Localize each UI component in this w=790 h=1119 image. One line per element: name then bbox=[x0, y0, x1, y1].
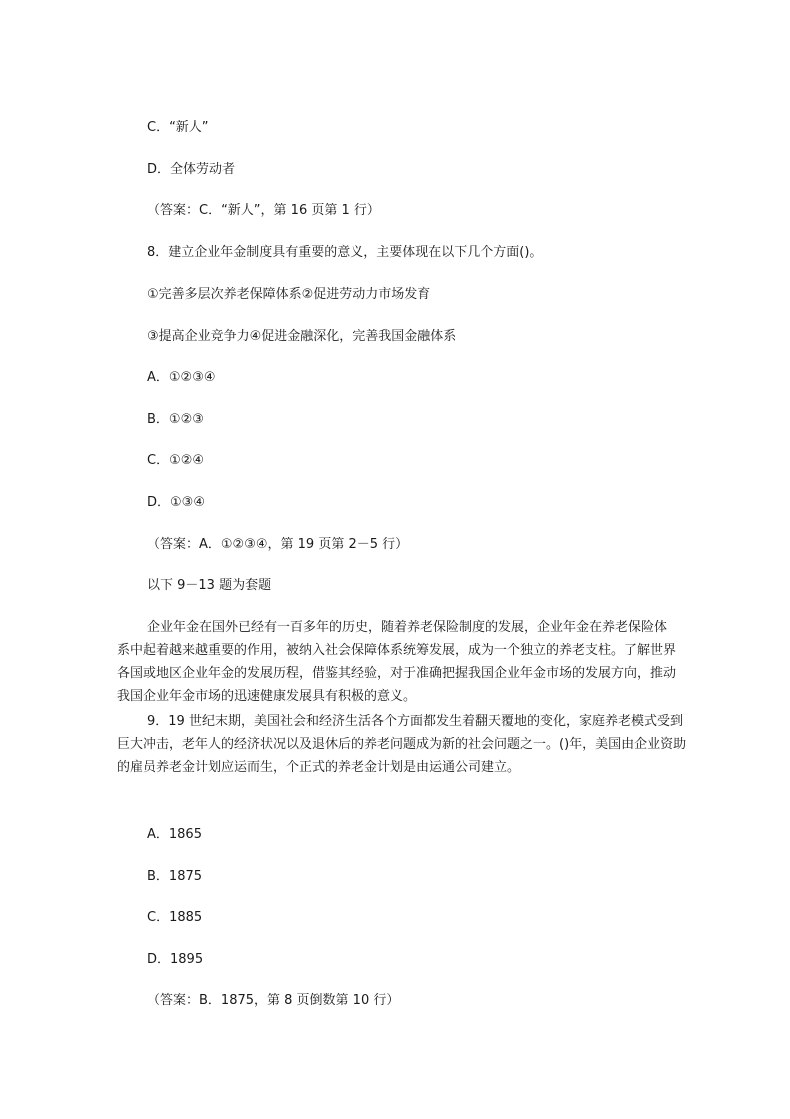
q8-option-d: D．①③④ bbox=[147, 495, 205, 510]
set-note: 以下 9－13 题为套题 bbox=[147, 578, 272, 593]
q9-option-b: B．1875 bbox=[147, 869, 203, 884]
q9-option-d: D．1895 bbox=[147, 952, 204, 967]
q9-stem: 9．19 世纪末期，美国社会和经济生活各个方面都发生着翻天覆地的变化，家庭养老模式受到巨大冲击，老年人的经济状况以及退休后的养老问题成为新的社会问题之一。()年，美国由企业资助的雇员养老金计划应运而生，个正式的养老金计划是由运通公司建立。 bbox=[117, 714, 687, 775]
q9-option-a: A．1865 bbox=[147, 827, 202, 842]
q8-stem: 8．建立企业年金制度具有重要的意义，主要体现在以下几个方面()。 bbox=[147, 245, 543, 260]
q9-option-c: C．1885 bbox=[147, 910, 203, 925]
q7-option-d: D．全体劳动者 bbox=[147, 162, 236, 177]
q8-option-c: C．①②④ bbox=[147, 453, 205, 468]
q7-answer: （答案：C．“新人”，第 16 页第 1 行） bbox=[147, 203, 380, 218]
q9-answer: （答案：B．1875，第 8 页倒数第 10 行） bbox=[147, 993, 400, 1008]
q8-answer: （答案：A．①②③④，第 19 页第 2－5 行） bbox=[147, 537, 409, 552]
q8-items-line-1: ①完善多层次养老保障体系②促进劳动力市场发育 bbox=[147, 287, 431, 302]
q8-option-a: A．①②③④ bbox=[147, 370, 216, 385]
q8-items-line-2: ③提高企业竞争力④促进金融深化，完善我国金融体系 bbox=[147, 329, 457, 344]
q7-option-c: C．“新人” bbox=[147, 120, 209, 135]
intro-paragraph: 企业年金在国外已经有一百多年的历史，随着养老保险制度的发展，企业年金在养老保险体系中起着越来越重要的作用，被纳入社会保障体系统筹发展，成为一个独立的养老支柱。了解世界各国或地区企业年金的发展历程，借鉴其经验，对于准确把握我国企业年金市场的发展方向，推动我国企业年金市场的迅速健康发展具有积极的意义。 bbox=[117, 620, 677, 704]
q8-option-b: B．①②③ bbox=[147, 412, 204, 427]
